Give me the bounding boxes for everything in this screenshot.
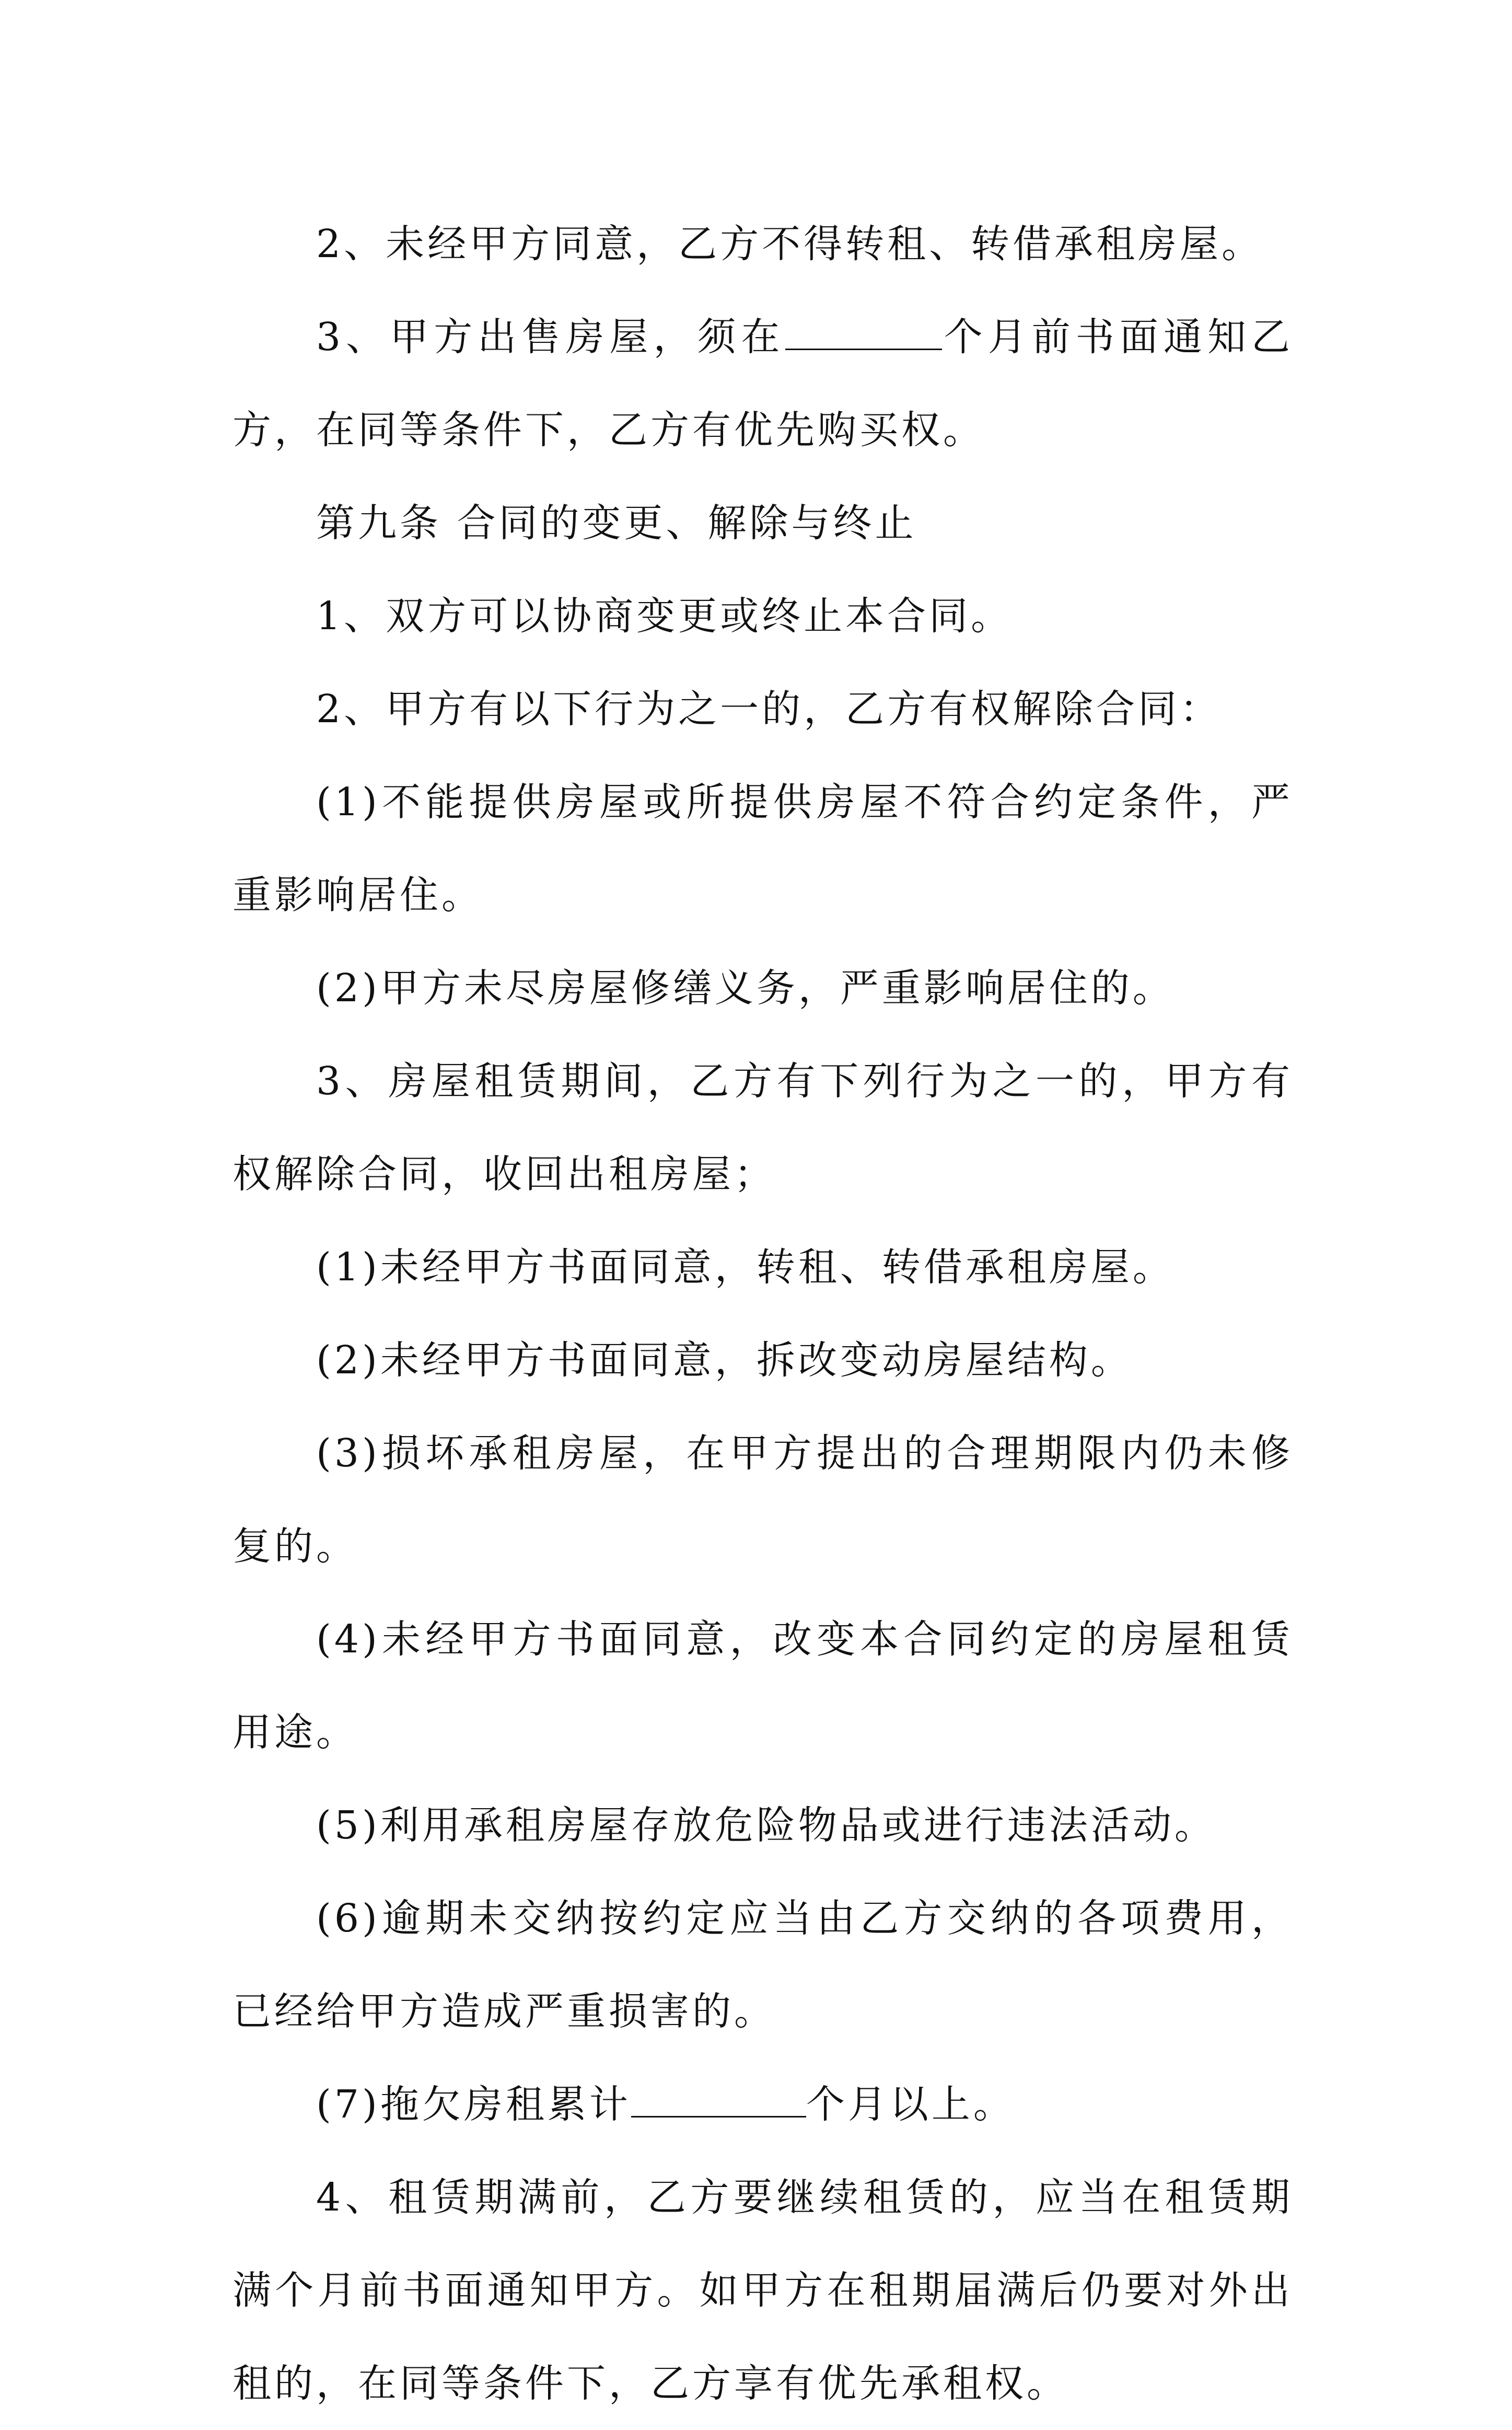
lessee-termination-item-1: (1)不能提供房屋或所提供房屋不符合约定条件，严重影响居住。 [232, 780, 1293, 918]
lessor-termination-item-7 [232, 2058, 1293, 2151]
lessor-termination-item-1: (1)未经甲方书面同意，转租、转借承租房屋。 [316, 1245, 1174, 1290]
contract-body [232, 198, 1293, 2430]
clause-lessee-termination-right: 2、甲方有以下行为之一的，乙方有权解除合同： [316, 687, 1222, 732]
lessor-termination-item-7-after: 个月以上。 [806, 2082, 1015, 2127]
lessor-termination-item-6: (6)逾期未交纳按约定应当由乙方交纳的各项费用，已经给甲方造成严重损害的。 [232, 1896, 1293, 2034]
clause-sublease-prohibition: 2、未经甲方同意，乙方不得转租、转借承租房屋。 [316, 222, 1264, 267]
lessor-termination-item-7-before: (7)拖欠房租累计 [316, 2082, 631, 2127]
lessor-termination-item-3: (3)损坏承租房屋，在甲方提出的合理期限内仍未修复的。 [232, 1431, 1293, 1569]
clause-renewal-priority: 4、租赁期满前，乙方要继续租赁的，应当在租赁期满个月前书面通知甲方。如甲方在租期届满后仍要对外出租的，在同等条件下，乙方享有优先承租权。 [232, 2175, 1293, 2406]
lessee-termination-item-2: (2)甲方未尽房屋修缮义务，严重影响居住的。 [316, 966, 1174, 1011]
clause-mutual-change: 1、双方可以协商变更或终止本合同。 [316, 594, 1013, 639]
months-blank-field [785, 312, 942, 350]
clause-sale-notice-before: 3、甲方出售房屋，须在 [316, 315, 785, 360]
lessor-termination-item-5: (5)利用承租房屋存放危险物品或进行违法活动。 [316, 1803, 1216, 1848]
clause-sale-notice-after: 个月前书面通知乙方，在同等条件下，乙方有优先购买权。 [232, 315, 1293, 453]
clause-lessor-termination-right: 3、房屋租赁期间，乙方有下列行为之一的，甲方有权解除合同，收回出租房屋； [232, 1059, 1293, 1197]
lessor-termination-item-4: (4)未经甲方书面同意，改变本合同约定的房屋租赁用途。 [232, 1617, 1293, 1755]
clause-sale-notice [232, 291, 1293, 477]
lessor-termination-item-2: (2)未经甲方书面同意，拆改变动房屋结构。 [316, 1338, 1133, 1383]
arrears-months-blank-field [631, 2079, 806, 2117]
article-nine-heading: 第九条 合同的变更、解除与终止 [316, 501, 917, 546]
